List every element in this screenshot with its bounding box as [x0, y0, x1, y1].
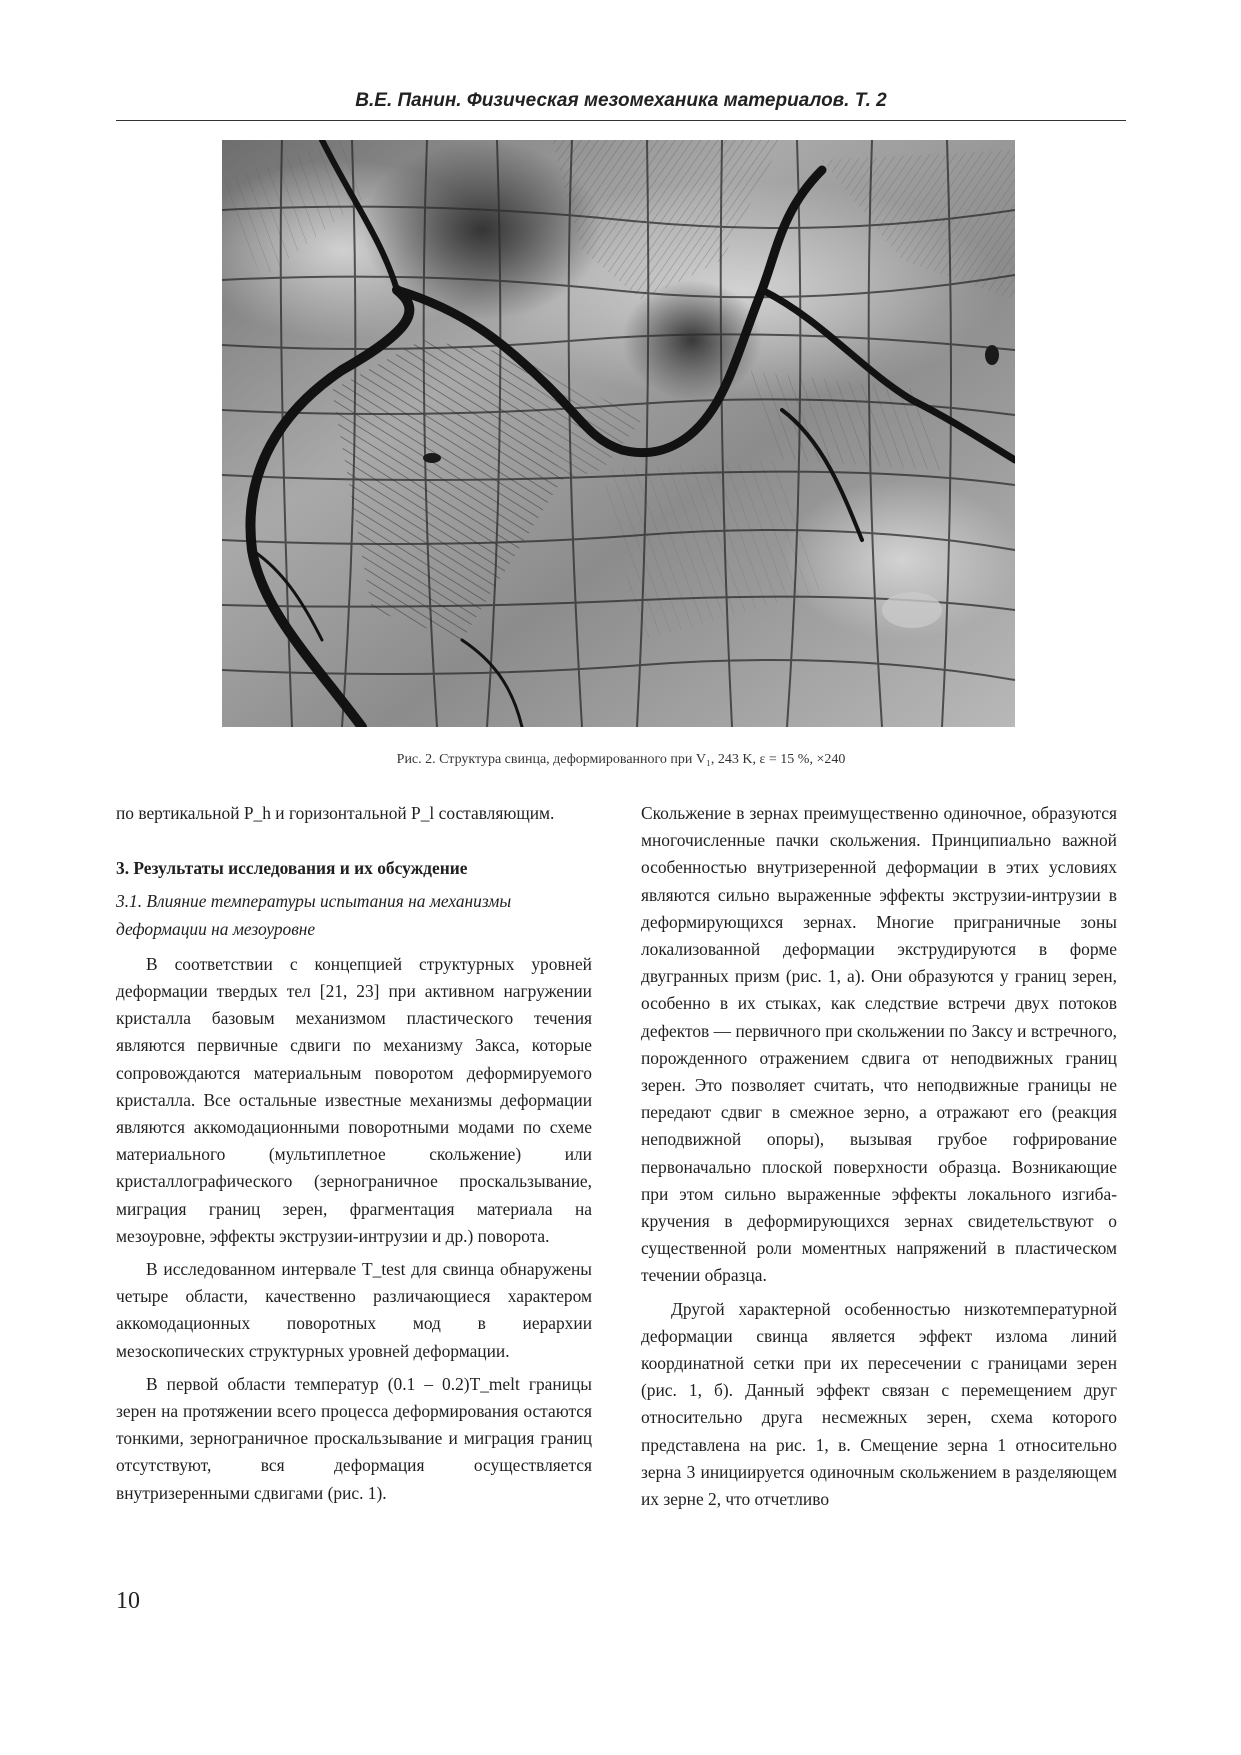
running-head: В.Е. Панин. Физическая мезомеханика материалов. Т. 2: [355, 90, 887, 111]
section-title: 3. Результаты исследования и их обсуждение: [116, 858, 468, 879]
paragraph: Скольжение в зернах преимущественно одиночное, образуются многочисленные пачки скольжения. Принципиально важной особенностью внутризеренной деформации в этих условиях являются сильно выраженные эффекты экструзии-интрузии в деформирующихся зернах. Многие приграничные зоны локализованной деформации экструдируются в форме двугранных призм (рис. 1, а). Они образуются у границ зерен, особенно в их стыках, как следствие встречи двух потоков дефектов — первичного при скольжении по Закcу и встречного, порожденного отражением сдвига от неподвижных границ зерен. Это позволяет считать, что неподвижные границы не передают сдвиг в смежное зерно, а отражают его (реакция неподвижной опоры), вызывая грубое гофрирование первоначально плоской поверхности образца. Возникающие при этом сильно выраженные эффекты локального изгиба-кручения в деформирующихся зернах свидетельствуют о существенной роли моментных напряжений в пластическом течении образца.: [641, 803, 1117, 1286]
micrograph-image: [222, 140, 1015, 727]
header-rule: [116, 120, 1126, 121]
carry-over-paragraph: по вертикальной P_h и горизонтальной P_l составляющим.: [116, 803, 555, 823]
subsection-title: 3.1. Влияние температуры испытания на механизмы деформации на мезоуровне: [116, 891, 512, 939]
right-column: [641, 800, 1117, 1513]
paragraph: Другой характерной особенностью низкотемпературной деформации свинца является эффект излома линий координатной сетки при их пересечении с границами зерен (рис. 1, б). Данный эффект связан с перемещением друг относительно друга несмежных зерен, схема которого представлена на рис. 1, в. Смещение зерна 1 относительно зерна 3 инициируется одиночным скольжением в разделяющем их зерне 2, что отчетливо: [641, 1298, 1117, 1510]
paragraph: В первой области температур (0.1 – 0.2)T_melt границы зерен на протяжении всего процесса деформирования остаются тонкими, зернограничное проскальзывание и миграция границ отсутствуют, вся деформация осуществляется внутризеренными сдвигами (рис. 1).: [116, 1373, 592, 1503]
left-column: [116, 800, 592, 1507]
figure-micrograph: [222, 140, 1015, 727]
paragraph: В исследованном интервале T_test для свинца обнаружены четыре области, качественно различающиеся характером аккомодационных поворотных мод в иерархии мезоскопических структурных уровней деформации.: [116, 1259, 592, 1361]
paragraph: В соответствии с концепцией структурных уровней деформации твердых тел [21, 23] при активном нагружении кристалла базовым механизмом пластического течения являются первичные сдвиги по механизму Закса, которые сопровождаются материальным поворотом деформируемого кристалла. Все остальные известные механизмы деформации являются аккомодационными поворотными модами по схеме материального (мультиплетное скольжение) или кристаллографического (зернограничное проскальзывание, миграция границ зерен, фрагментация материала на мезоуровне, эффекты экструзии-интрузии и др.) поворота.: [116, 953, 592, 1246]
figure-caption: Рис. 2. Структура свинца, деформированного при V₁, 243 K, ε = 15 %, ×240: [396, 752, 846, 767]
page-number: 10: [116, 1588, 140, 1614]
